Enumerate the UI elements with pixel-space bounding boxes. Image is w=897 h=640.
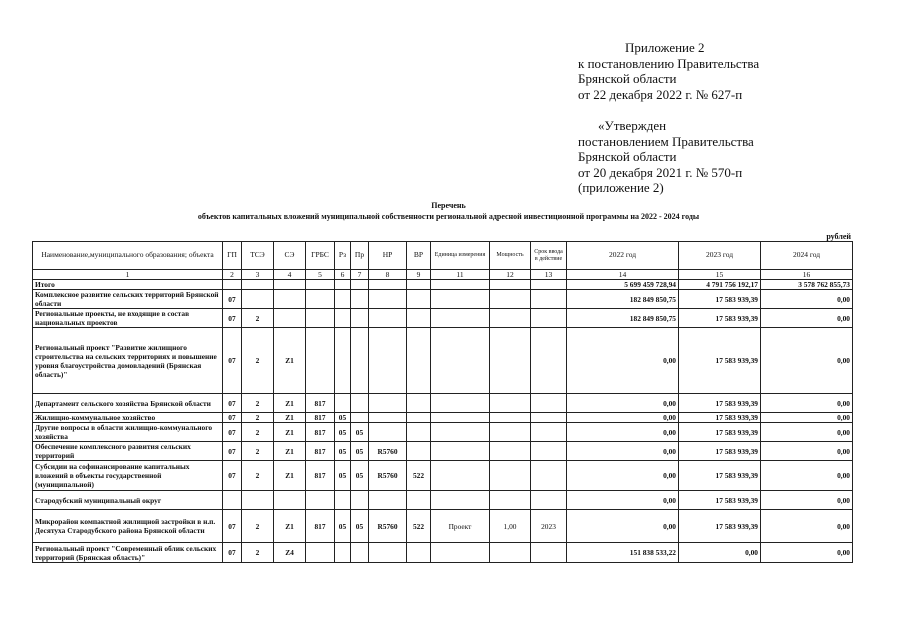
table-row	[33, 442, 853, 461]
code-cell: 05	[335, 423, 351, 442]
code-cell	[407, 394, 431, 413]
amount-cell: 17 583 939,39	[679, 394, 761, 413]
code-cell	[369, 423, 407, 442]
title-line: Перечень	[431, 201, 466, 210]
code-cell	[431, 328, 490, 394]
amount-cell: 182 849 850,75	[567, 290, 679, 309]
code-cell	[369, 394, 407, 413]
table-row	[33, 290, 853, 309]
approved-date: от 20 декабря 2021 г. № 570-п	[578, 164, 743, 180]
amount-cell: 0,00	[567, 461, 679, 491]
row-name-cell: Обеспечение комплексного развития сельских территорий	[33, 442, 223, 461]
amount-cell: 17 583 939,39	[679, 413, 761, 423]
code-cell: Z1	[274, 413, 306, 423]
code-cell	[369, 309, 407, 328]
header-cell: 2022 год	[567, 242, 679, 270]
code-cell	[306, 290, 335, 309]
code-cell	[407, 543, 431, 563]
code-cell	[306, 543, 335, 563]
code-cell: 2	[242, 423, 274, 442]
code-cell	[369, 328, 407, 394]
code-cell	[223, 491, 242, 510]
table-row	[33, 510, 853, 543]
row-name-cell: Другие вопросы в области жилищно-коммунального хозяйства	[33, 423, 223, 442]
code-cell: 522	[407, 510, 431, 543]
amount-cell: 0,00	[761, 394, 853, 413]
header-cell: Пр	[351, 242, 369, 270]
units-label: рублей	[826, 232, 851, 241]
amount-cell: 0,00	[679, 543, 761, 563]
code-cell: Z1	[274, 394, 306, 413]
column-number: 13	[531, 270, 567, 280]
code-cell	[531, 461, 567, 491]
code-cell	[223, 280, 242, 290]
code-cell	[407, 280, 431, 290]
appendix-date: от 22 декабря 2022 г. № 627-п	[578, 86, 743, 102]
code-cell	[431, 442, 490, 461]
code-cell	[431, 290, 490, 309]
header-cell: НР	[369, 242, 407, 270]
code-cell: 1,00	[490, 510, 531, 543]
code-cell: 05	[335, 461, 351, 491]
code-cell	[407, 491, 431, 510]
column-number: 3	[242, 270, 274, 280]
header-cell: ВР	[407, 242, 431, 270]
title-subline: объектов капитальных вложений муниципальной собственности региональной адресной инвестиционной программы на 2022 - 2024 годы	[197, 212, 700, 221]
code-cell	[490, 543, 531, 563]
code-cell	[407, 290, 431, 309]
code-cell	[490, 423, 531, 442]
column-number: 8	[369, 270, 407, 280]
column-number: 11	[431, 270, 490, 280]
code-cell	[369, 290, 407, 309]
code-cell: 05	[351, 461, 369, 491]
code-cell: Проект	[431, 510, 490, 543]
code-cell	[335, 290, 351, 309]
column-number: 4	[274, 270, 306, 280]
code-cell	[431, 543, 490, 563]
code-cell: 07	[223, 423, 242, 442]
appendix-line: к постановлению Правительства	[578, 55, 760, 71]
code-cell: 2	[242, 328, 274, 394]
row-name-cell: Жилищно-коммунальное хозяйство	[33, 413, 223, 423]
code-cell: Z1	[274, 423, 306, 442]
amount-cell: 0,00	[761, 491, 853, 510]
amount-cell: 0,00	[761, 543, 853, 563]
appendix-line: Брянской области	[578, 71, 677, 86]
code-cell	[531, 280, 567, 290]
code-cell: 817	[306, 510, 335, 543]
code-cell: 07	[223, 543, 242, 563]
code-cell	[369, 280, 407, 290]
code-cell	[335, 543, 351, 563]
approved-line: Брянской области	[578, 149, 677, 164]
code-cell	[431, 461, 490, 491]
code-cell	[351, 328, 369, 394]
investment-table	[32, 241, 853, 563]
column-number: 2	[223, 270, 242, 280]
code-cell: 05	[351, 442, 369, 461]
code-cell	[490, 442, 531, 461]
code-cell	[531, 309, 567, 328]
code-cell: 2	[242, 510, 274, 543]
row-name-cell: Комплексное развитие сельских территорий Брянской области	[33, 290, 223, 309]
table-row	[33, 328, 853, 394]
header-cell: ГРБС	[306, 242, 335, 270]
code-cell: 07	[223, 413, 242, 423]
code-cell	[490, 280, 531, 290]
amount-cell: 0,00	[567, 510, 679, 543]
row-name-cell: Стародубский муниципальный округ	[33, 491, 223, 510]
header-cell: Наименование,муниципального образования; объекта	[33, 242, 223, 270]
code-cell: 2	[242, 442, 274, 461]
code-cell: 07	[223, 309, 242, 328]
amount-cell: 4 791 756 192,17	[679, 280, 761, 290]
code-cell	[335, 328, 351, 394]
code-cell	[431, 280, 490, 290]
code-cell: Z1	[274, 461, 306, 491]
code-cell	[274, 309, 306, 328]
code-cell	[351, 394, 369, 413]
code-cell	[431, 394, 490, 413]
code-cell: 07	[223, 461, 242, 491]
column-number: 15	[679, 270, 761, 280]
code-cell: 522	[407, 461, 431, 491]
code-cell	[274, 491, 306, 510]
amount-cell: 17 583 939,39	[679, 510, 761, 543]
row-name-cell: Региональный проект "Современный облик сельских территорий (Брянская область)"	[33, 543, 223, 563]
header-cell: ГП	[223, 242, 242, 270]
header-cell: Мощность	[490, 242, 531, 270]
code-cell	[369, 491, 407, 510]
table-row	[33, 423, 853, 442]
amount-cell: 5 699 459 728,94	[567, 280, 679, 290]
amount-cell: 17 583 939,39	[679, 442, 761, 461]
code-cell	[490, 461, 531, 491]
code-cell	[351, 543, 369, 563]
appendix-header	[578, 40, 759, 102]
code-cell: R5760	[369, 442, 407, 461]
column-number: 7	[351, 270, 369, 280]
column-number-row	[33, 270, 853, 280]
header-cell: 2024 год	[761, 242, 853, 270]
code-cell	[242, 290, 274, 309]
approved-title: «Утвержден	[598, 118, 667, 133]
code-cell	[490, 309, 531, 328]
code-cell	[531, 543, 567, 563]
code-cell: 2	[242, 461, 274, 491]
row-name-cell: Микрорайон компактной жилищной застройки в н.п. Десятуха Стародубского района Брянской области	[33, 510, 223, 543]
code-cell	[369, 543, 407, 563]
code-cell	[306, 309, 335, 328]
code-cell	[531, 413, 567, 423]
amount-cell: 17 583 939,39	[679, 290, 761, 309]
code-cell	[306, 491, 335, 510]
document-title	[0, 200, 897, 222]
column-number: 16	[761, 270, 853, 280]
code-cell: 817	[306, 461, 335, 491]
code-cell: 817	[306, 442, 335, 461]
code-cell: 07	[223, 328, 242, 394]
code-cell	[490, 394, 531, 413]
header-cell: Срок ввода в действие	[531, 242, 567, 270]
code-cell	[407, 413, 431, 423]
column-number: 1	[33, 270, 223, 280]
code-cell: Z1	[274, 510, 306, 543]
code-cell: R5760	[369, 461, 407, 491]
row-name-cell: Региональный проект "Развитие жилищного строительства на сельских территориях и повышение уровня благоустройства домовладений (Брянская область)"	[33, 328, 223, 394]
code-cell: 2	[242, 394, 274, 413]
amount-cell: 0,00	[567, 491, 679, 510]
code-cell: R5760	[369, 510, 407, 543]
code-cell: 05	[351, 510, 369, 543]
code-cell: 05	[335, 413, 351, 423]
code-cell: 05	[351, 423, 369, 442]
code-cell	[407, 328, 431, 394]
row-name-cell: Региональные проекты, не входящие в состав национальных проектов	[33, 309, 223, 328]
column-number: 6	[335, 270, 351, 280]
column-number: 9	[407, 270, 431, 280]
code-cell	[335, 394, 351, 413]
code-cell	[351, 280, 369, 290]
row-name-cell: Итого	[33, 280, 223, 290]
code-cell	[407, 423, 431, 442]
column-number: 5	[306, 270, 335, 280]
code-cell: 817	[306, 394, 335, 413]
code-cell: 817	[306, 413, 335, 423]
amount-cell: 17 583 939,39	[679, 461, 761, 491]
code-cell	[490, 413, 531, 423]
code-cell	[531, 491, 567, 510]
amount-cell: 0,00	[761, 442, 853, 461]
header-cell: СЭ	[274, 242, 306, 270]
code-cell: 2	[242, 543, 274, 563]
code-cell: 05	[335, 442, 351, 461]
amount-cell: 0,00	[567, 328, 679, 394]
code-cell: 07	[223, 442, 242, 461]
code-cell	[306, 280, 335, 290]
amount-cell: 17 583 939,39	[679, 328, 761, 394]
code-cell	[351, 290, 369, 309]
code-cell	[407, 309, 431, 328]
code-cell	[335, 491, 351, 510]
table-row	[33, 543, 853, 563]
column-number: 14	[567, 270, 679, 280]
code-cell	[351, 491, 369, 510]
code-cell: Z1	[274, 328, 306, 394]
code-cell	[431, 423, 490, 442]
code-cell: 07	[223, 510, 242, 543]
code-cell: 05	[335, 510, 351, 543]
code-cell: 07	[223, 394, 242, 413]
amount-cell: 0,00	[567, 423, 679, 442]
code-cell	[431, 309, 490, 328]
code-cell: Z4	[274, 543, 306, 563]
amount-cell: 0,00	[761, 290, 853, 309]
header-cell: Рз	[335, 242, 351, 270]
table-row	[33, 280, 853, 290]
amount-cell: 17 583 939,39	[679, 309, 761, 328]
table-row	[33, 461, 853, 491]
code-cell	[431, 413, 490, 423]
header-cell: 2023 год	[679, 242, 761, 270]
header-row	[33, 242, 853, 270]
code-cell: 2023	[531, 510, 567, 543]
amount-cell: 0,00	[761, 328, 853, 394]
amount-cell: 17 583 939,39	[679, 491, 761, 510]
row-name-cell: Департамент сельского хозяйства Брянской области	[33, 394, 223, 413]
row-name-cell: Субсидии на софинансирование капитальных вложений в объекты государственной (муниципальной)	[33, 461, 223, 491]
code-cell: 07	[223, 290, 242, 309]
amount-cell: 0,00	[567, 442, 679, 461]
code-cell	[306, 328, 335, 394]
code-cell	[274, 290, 306, 309]
header-cell: Единица измерения	[431, 242, 490, 270]
code-cell: Z1	[274, 442, 306, 461]
code-cell	[490, 491, 531, 510]
code-cell	[531, 290, 567, 309]
approved-line: постановлением Правительства	[578, 133, 754, 149]
appendix-title: Приложение 2	[625, 40, 705, 55]
code-cell	[531, 442, 567, 461]
table-row	[33, 491, 853, 510]
amount-cell: 0,00	[761, 461, 853, 491]
table-row	[33, 394, 853, 413]
code-cell	[531, 394, 567, 413]
header-cell: ТСЭ	[242, 242, 274, 270]
code-cell: 2	[242, 413, 274, 423]
code-cell	[369, 413, 407, 423]
table-row	[33, 413, 853, 423]
amount-cell: 151 838 533,22	[567, 543, 679, 563]
code-cell	[531, 328, 567, 394]
code-cell	[490, 328, 531, 394]
code-cell: 817	[306, 423, 335, 442]
amount-cell: 0,00	[761, 423, 853, 442]
code-cell	[531, 423, 567, 442]
amount-cell: 17 583 939,39	[679, 423, 761, 442]
code-cell	[274, 280, 306, 290]
code-cell: 2	[242, 309, 274, 328]
amount-cell: 0,00	[761, 510, 853, 543]
code-cell	[407, 442, 431, 461]
table-row	[33, 309, 853, 328]
amount-cell: 0,00	[761, 309, 853, 328]
approved-note: (приложение 2)	[578, 180, 664, 195]
column-number: 12	[490, 270, 531, 280]
amount-cell: 0,00	[761, 413, 853, 423]
amount-cell: 182 849 850,75	[567, 309, 679, 328]
code-cell	[351, 413, 369, 423]
code-cell	[242, 491, 274, 510]
code-cell	[431, 491, 490, 510]
code-cell	[335, 309, 351, 328]
code-cell	[490, 290, 531, 309]
approved-block	[578, 118, 754, 196]
amount-cell: 0,00	[567, 413, 679, 423]
amount-cell: 3 578 762 855,73	[761, 280, 853, 290]
code-cell	[351, 309, 369, 328]
code-cell	[242, 280, 274, 290]
code-cell	[335, 280, 351, 290]
amount-cell: 0,00	[567, 394, 679, 413]
